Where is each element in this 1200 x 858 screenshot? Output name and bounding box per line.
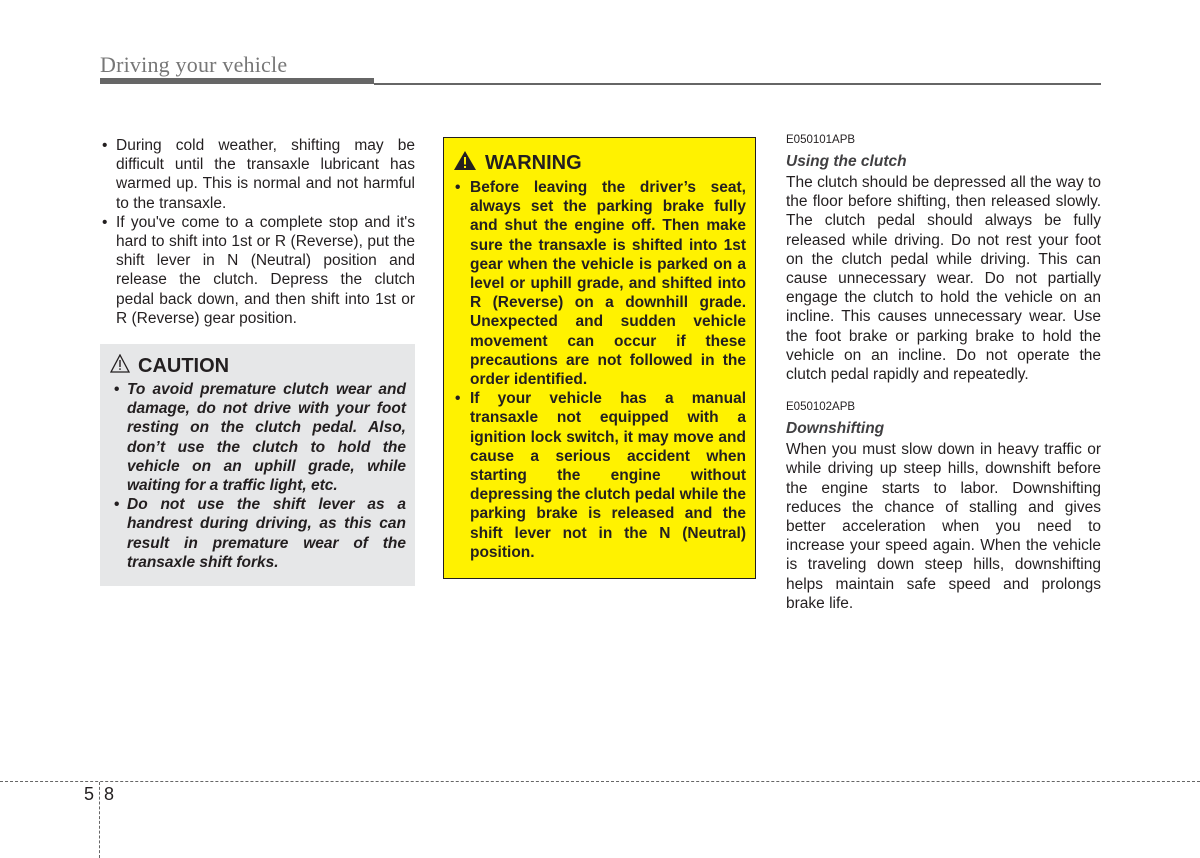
middle-column xyxy=(443,137,756,579)
footer-divider xyxy=(0,781,1200,782)
warning-list xyxy=(453,178,746,562)
header-bar xyxy=(100,78,374,84)
section-title: Downshifting xyxy=(786,420,885,438)
warning-heading xyxy=(453,150,746,176)
caution-list xyxy=(110,380,406,572)
warning-item: • Before leaving the driver’s seat, always set the parking brake fully and shut the engine off. Then make sure the transaxle is shifted into 1st gear when the vehicle is parked on a level or uphill grade, and shifted into R (Reverse) on a downhill grade. Unexpected and sudden vehicle movement can occur if these precautions are not followed in the order identified. xyxy=(453,178,746,389)
page-header-title: Driving your vehicle xyxy=(100,52,288,77)
section-using-clutch xyxy=(786,133,1101,384)
section-body: When you must slow down in heavy traffic or while driving up steep hills, downshift before the engine starts to labor. Downshifting reduces the chance of stalling and gives better acceleration when you need to increase your speed again. When the vehicle is traveling down steep hills, downshifting helps maintain safe speed and prolongs brake life. xyxy=(786,441,1101,612)
warning-item: • If your vehicle has a manual transaxle not equipped with a ignition lock switch, it may move and cause a serious accident when starting the engine without depressing the clutch pedal while the parking brake is released and the shift lever not in the N (Neutral) position. xyxy=(453,389,746,562)
section-body: The clutch should be depressed all the way to the floor before shifting, then released slowly. The clutch pedal should always be fully released while driving. Do not rest your foot on the clutch pedal while driving. This can cause unnecessary wear. Do not partially engage the clutch to hold the vehicle on an incline. This causes unnecessary wear. Use the foot brake or parking brake to hold the vehicle on an incline. Do not operate the clutch pedal rapidly and repeatedly. xyxy=(786,174,1101,384)
section-title: Using the clutch xyxy=(786,153,907,170)
section-downshifting xyxy=(786,400,1101,613)
shifting-tips-list xyxy=(100,136,415,328)
caution-box xyxy=(100,344,415,586)
list-item: • If you've come to a complete stop and it's hard to shift into 1st or R (Reverse), put the shift lever in N (Neutral) position and release the clutch. Depress the clutch pedal back down, and then shift into 1st or R (Reverse) gear position. xyxy=(100,213,415,328)
caution-item: • To avoid premature clutch wear and damage, do not drive with your foot resting on the clutch pedal. Also, don’t use the clutch to hold the vehicle on an uphill grade, while waiting for a traffic light, etc. xyxy=(110,380,406,495)
caution-item: • Do not use the shift lever as a handrest during driving, as this can result in premature wear of the transaxle shift forks. xyxy=(110,495,406,572)
section-code: E050102APB xyxy=(786,401,856,414)
caution-triangle-icon xyxy=(110,354,130,378)
chapter-number: 5 xyxy=(84,784,95,804)
warning-box xyxy=(443,137,756,579)
footer-vertical-divider xyxy=(99,782,100,858)
left-column xyxy=(100,136,415,586)
warning-title: WARNING xyxy=(485,152,582,174)
warning-triangle-icon xyxy=(453,150,477,176)
caution-heading xyxy=(110,354,406,378)
list-item: • During cold weather, shifting may be difficult until the transaxle lubricant has warmed up. This is normal and not harmful to the transaxle. xyxy=(100,136,415,213)
header-rule xyxy=(374,83,1101,85)
right-column xyxy=(786,133,1101,629)
page-number: 8 xyxy=(104,784,115,804)
section-code: E050101APB xyxy=(786,134,856,146)
caution-title: CAUTION xyxy=(138,355,230,378)
